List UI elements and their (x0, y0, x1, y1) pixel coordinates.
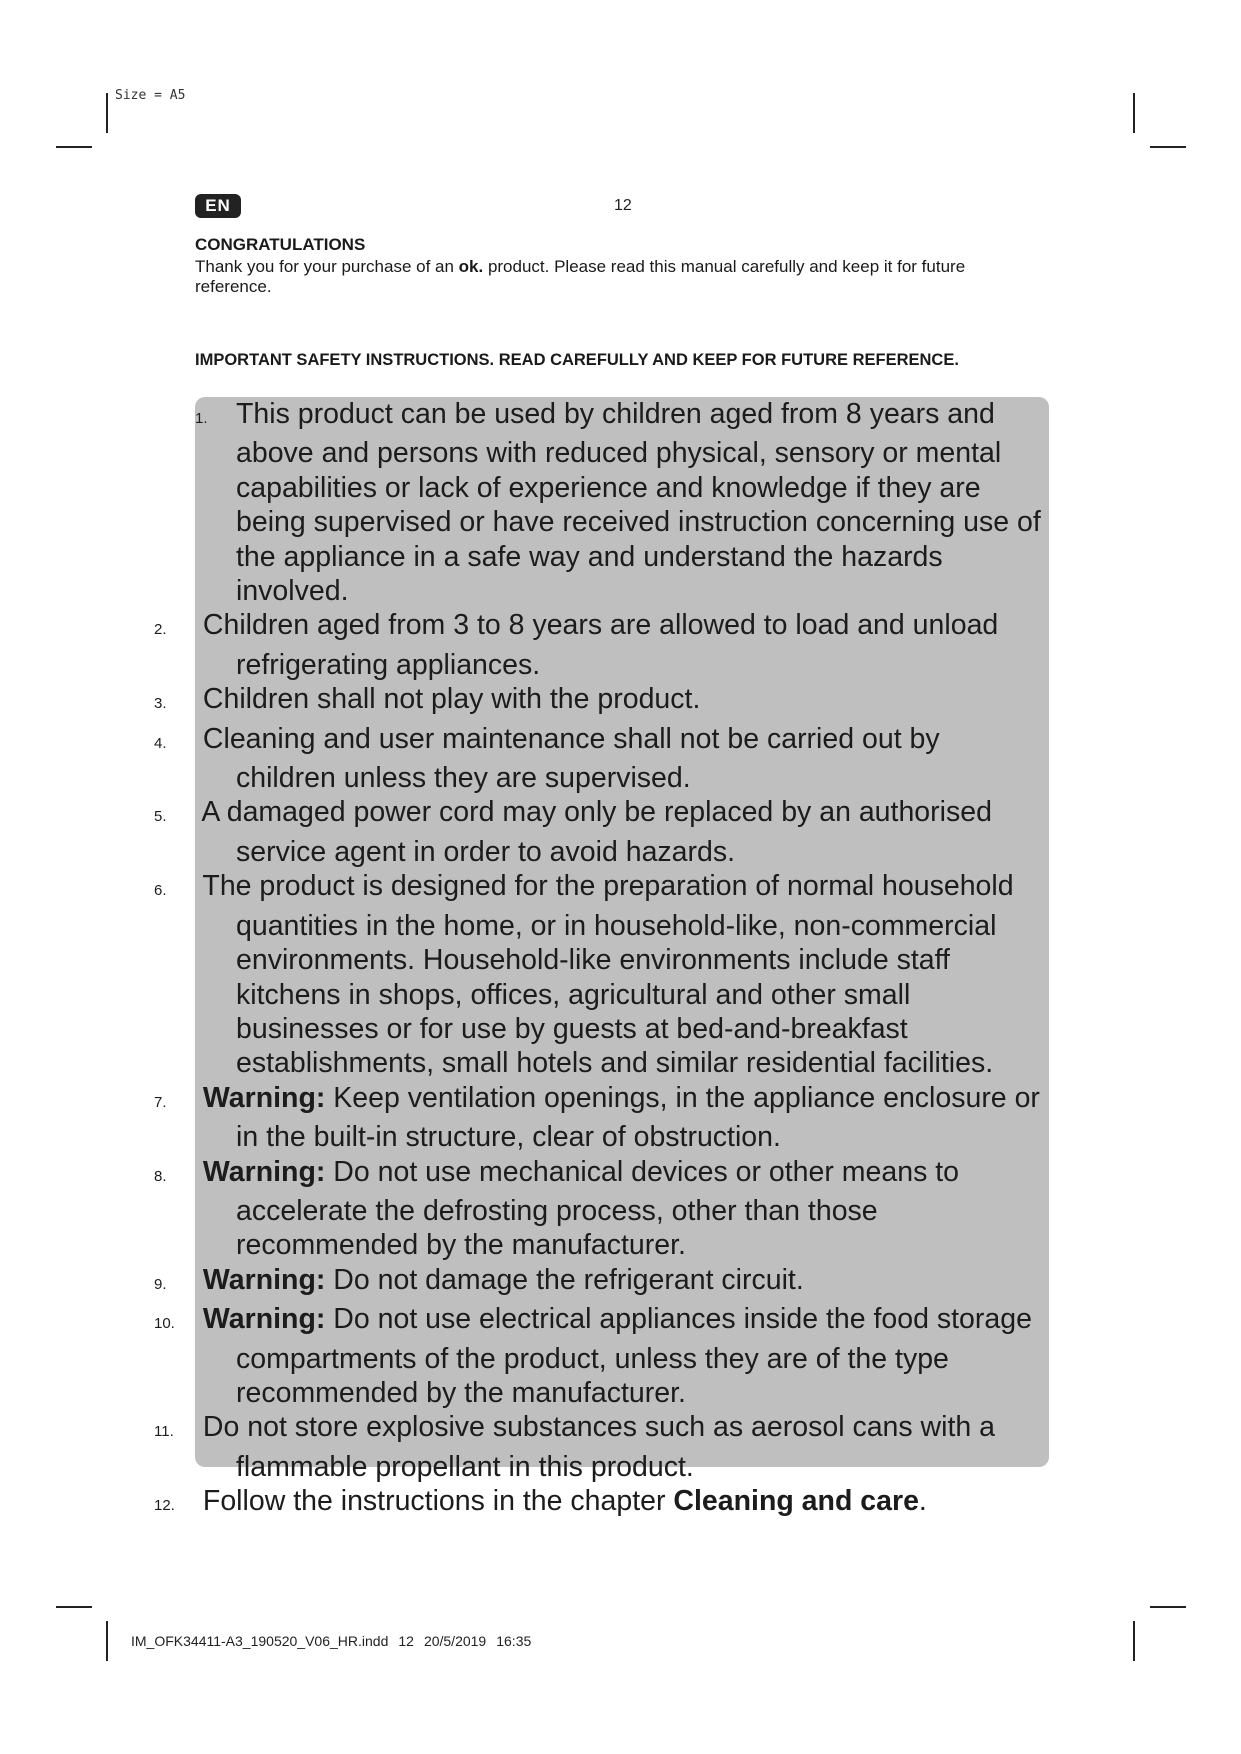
footer-filename: IM_OFK34411-A3_190520_V06_HR.indd (131, 1633, 389, 1649)
footer-time: 16:35 (496, 1633, 532, 1649)
list-item: 4. Cleaning and user maintenance shall not be carried out by children unless they are supervised. (154, 722, 940, 795)
item-text: Do not use mechanical devices or other means to accelerate the defrosting process, other than those recommended by the manufacturer. (236, 1155, 960, 1262)
chapter-reference: Cleaning and care (673, 1485, 919, 1518)
item-text: Children shall not play with the product. (202, 683, 701, 716)
list-item: 5. A damaged power cord may only be replaced by an authorised service agent in order to avoid hazards. (154, 796, 992, 868)
congratulations-text-before: Thank you for your purchase of an (195, 257, 459, 276)
crop-mark (1150, 1606, 1186, 1608)
list-item: 2. Children aged from 3 to 8 years are allowed to load and unload refrigerating appliances. (154, 609, 999, 681)
list-item: 8. Warning: Do not use mechanical devices or other means to accelerate the defrosting process, other than those recommended by the manufacturer. (154, 1155, 960, 1262)
list-item: 10. Warning: Do not use electrical appliances inside the food storage compartments of the product, unless they are of the type recommended by the manufacturer. (154, 1303, 1032, 1409)
list-item: 7. Warning: Keep ventilation openings, in the appliance enclosure or in the built-in structure, clear of obstruction. (154, 1081, 1040, 1154)
list-item: 9. Warning: Do not damage the refrigerant circuit. (154, 1263, 804, 1296)
item-text: This product can be used by children aged from 8 years and above and persons with reduced physical, sensory or mental capabilities or lack of experience and knowledge if they are being supervised or have received instruction concerning use of the appliance in a safe way and understand the hazards involved. (236, 398, 1041, 608)
crop-mark (56, 1606, 92, 1608)
crop-mark (1133, 93, 1135, 133)
warning-label: Warning: (202, 1263, 326, 1296)
warning-label: Warning: (202, 1303, 326, 1336)
size-label: Size = A5 (115, 88, 186, 103)
item-text: Do not store explosive substances such as aerosol cans with a flammable propellant in this product. (202, 1411, 996, 1483)
item-text: Do not damage the refrigerant circuit. (333, 1263, 804, 1296)
language-badge: EN (195, 194, 241, 218)
list-item: 12. Follow the instructions in the chapter Cleaning and care. (154, 1485, 927, 1518)
congratulations-text (195, 257, 1045, 297)
safety-heading: IMPORTANT SAFETY INSTRUCTIONS. READ CAREFULLY AND KEEP FOR FUTURE REFERENCE. (195, 351, 959, 369)
item-number: 1. (195, 410, 208, 427)
safety-instructions-list (154, 397, 1045, 1524)
print-footer (131, 1633, 541, 1649)
crop-mark (106, 93, 108, 133)
warning-label: Warning: (202, 1155, 326, 1188)
item-text: Follow the instructions in the chapter (202, 1485, 674, 1518)
crop-mark (1133, 1621, 1135, 1661)
item-text-end: . (918, 1485, 927, 1518)
item-text: Children aged from 3 to 8 years are allowed to load and unload refrigerating appliances. (202, 609, 999, 681)
crop-mark (56, 146, 92, 148)
crop-mark (1150, 146, 1186, 148)
list-item (195, 397, 1045, 608)
item-text: Keep ventilation openings, in the appliance enclosure or in the built-in structure, clear of obstruction. (236, 1081, 1040, 1154)
footer-date: 20/5/2019 (423, 1633, 487, 1649)
list-item: 3. Children shall not play with the product. (154, 683, 701, 716)
congratulations-title: CONGRATULATIONS (195, 235, 366, 254)
brand-name: ok. (458, 257, 484, 276)
congratulations-text-after: product. Please read this manual carefully and keep it for future reference. (195, 257, 966, 296)
footer-page: 12 (398, 1633, 414, 1649)
item-text: A damaged power cord may only be replaced by an authorised service agent in order to avoid hazards. (201, 796, 992, 868)
warning-label: Warning: (202, 1081, 326, 1114)
item-text: Do not use electrical appliances inside the food storage compartments of the product, unless they are of the type recommended by the manufacturer. (236, 1303, 1032, 1409)
list-item: 6. The product is designed for the preparation of normal household quantities in the home, or in household-like, non-commercial environments. Household-like environments include staff kitchens in shops, offices, agricultural and other small businesses or for use by guests at bed-and-breakfast establishments, small hotels and similar residential facilities. (154, 870, 1014, 1080)
item-text: The product is designed for the preparation of normal household quantities in the home, or in household-like, non-commercial environments. Household-like environments include staff kitchens in shops, offices, agricultural and other small businesses or for use by guests at bed-and-breakfast establishments, small hotels and similar residential facilities. (202, 870, 1014, 1080)
page-number: 12 (614, 197, 632, 214)
crop-mark (106, 1621, 108, 1661)
list-item: 11. Do not store explosive substances such as aerosol cans with a flammable propellant in this product. (154, 1411, 996, 1483)
item-text: Cleaning and user maintenance shall not be carried out by children unless they are supervised. (202, 722, 940, 795)
